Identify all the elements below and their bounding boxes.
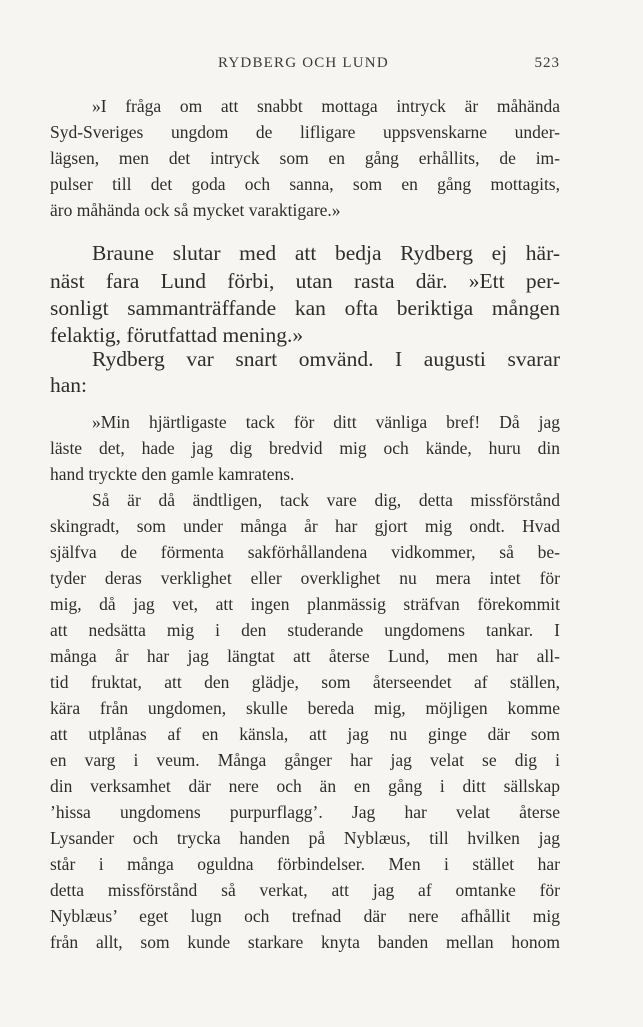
letter-line: en varg i veum. Många gånger har jag velat se dig i: [50, 750, 560, 770]
letter-line: själfva de förmenta sakförhållandena vidkommer, så be-: [50, 542, 560, 562]
letter-line: detta missförstånd så verkat, att jag af omtanke för: [50, 880, 560, 900]
letter-line: ’hissa ungdomens purpurflagg’. Jag har velat återse: [50, 802, 560, 822]
narrative-line: Braune slutar med att bedja Rydberg ej här-: [92, 241, 560, 265]
letter-line: att utplånas af en känsla, att jag nu ginge där som: [50, 724, 560, 744]
quote-line: Syd-Sveriges ungdom de lifligare uppsvenskarne under-: [50, 122, 560, 142]
letter-line: läste det, hade jag dig bredvid mig och kände, huru din: [50, 438, 560, 458]
letter-line: att nedsätta mig i den studerande ungdomens tankar. I: [50, 620, 560, 640]
letter-line: många år har jag längtat att återse Lund, men har all-: [50, 646, 560, 666]
letter-line: »Min hjärtligaste tack för ditt vänliga bref! Då jag: [92, 412, 560, 432]
letter-line: från allt, som kunde starkare knyta banden mellan honom: [50, 932, 560, 952]
letter-line: står i många oguldna förbindelser. Men i stället har: [50, 854, 560, 874]
letter-line: kära från ungdomen, skulle bereda mig, möjligen komme: [50, 698, 560, 718]
letter-line: hand tryckte den gamle kamratens.: [50, 464, 295, 484]
letter-line: Lysander och trycka handen på Nyblæus, till hvilken jag: [50, 828, 560, 848]
letter-line: tyder deras verklighet eller overklighet nu mera intet för: [50, 568, 560, 588]
running-head: [50, 55, 560, 75]
quote-line: pulser till det goda och sanna, som en gång mottagits,: [50, 174, 560, 194]
running-head-title: RYDBERG OCH LUND: [218, 55, 389, 71]
narrative-line: felaktig, förutfattad mening.»: [50, 323, 304, 347]
letter-line: mig, då jag vet, att ingen planmässig sträfvan förekommit: [50, 594, 560, 614]
narrative-line: sonligt sammanträffande kan ofta beriktiga mången: [50, 296, 560, 320]
quote-line: äro måhända ock så mycket varaktigare.»: [50, 200, 341, 220]
letter-line: Så är då ändtligen, tack vare dig, detta missförstånd: [92, 490, 560, 510]
letter-line: tid fruktat, att den glädje, som återseendet af ställen,: [50, 672, 560, 692]
quote-line: »I fråga om att snabbt mottaga intryck är måhända: [92, 96, 560, 116]
narrative-line: Rydberg var snart omvänd. I augusti svarar: [92, 347, 560, 371]
narrative-line: näst fara Lund förbi, utan rasta där. »Ett per-: [50, 269, 560, 293]
page-number: 523: [534, 55, 560, 71]
letter-line: din verksamhet där nere och än en gång i ditt sällskap: [50, 776, 560, 796]
narrative-line: han:: [50, 373, 88, 397]
quote-line: lägsen, men det intryck som en gång erhållits, de im-: [50, 148, 560, 168]
letter-line: skingradt, som under många år har gjort mig ondt. Hvad: [50, 516, 560, 536]
letter-line: Nyblæus’ eget lugn och trefnad där nere afhållit mig: [50, 906, 560, 926]
